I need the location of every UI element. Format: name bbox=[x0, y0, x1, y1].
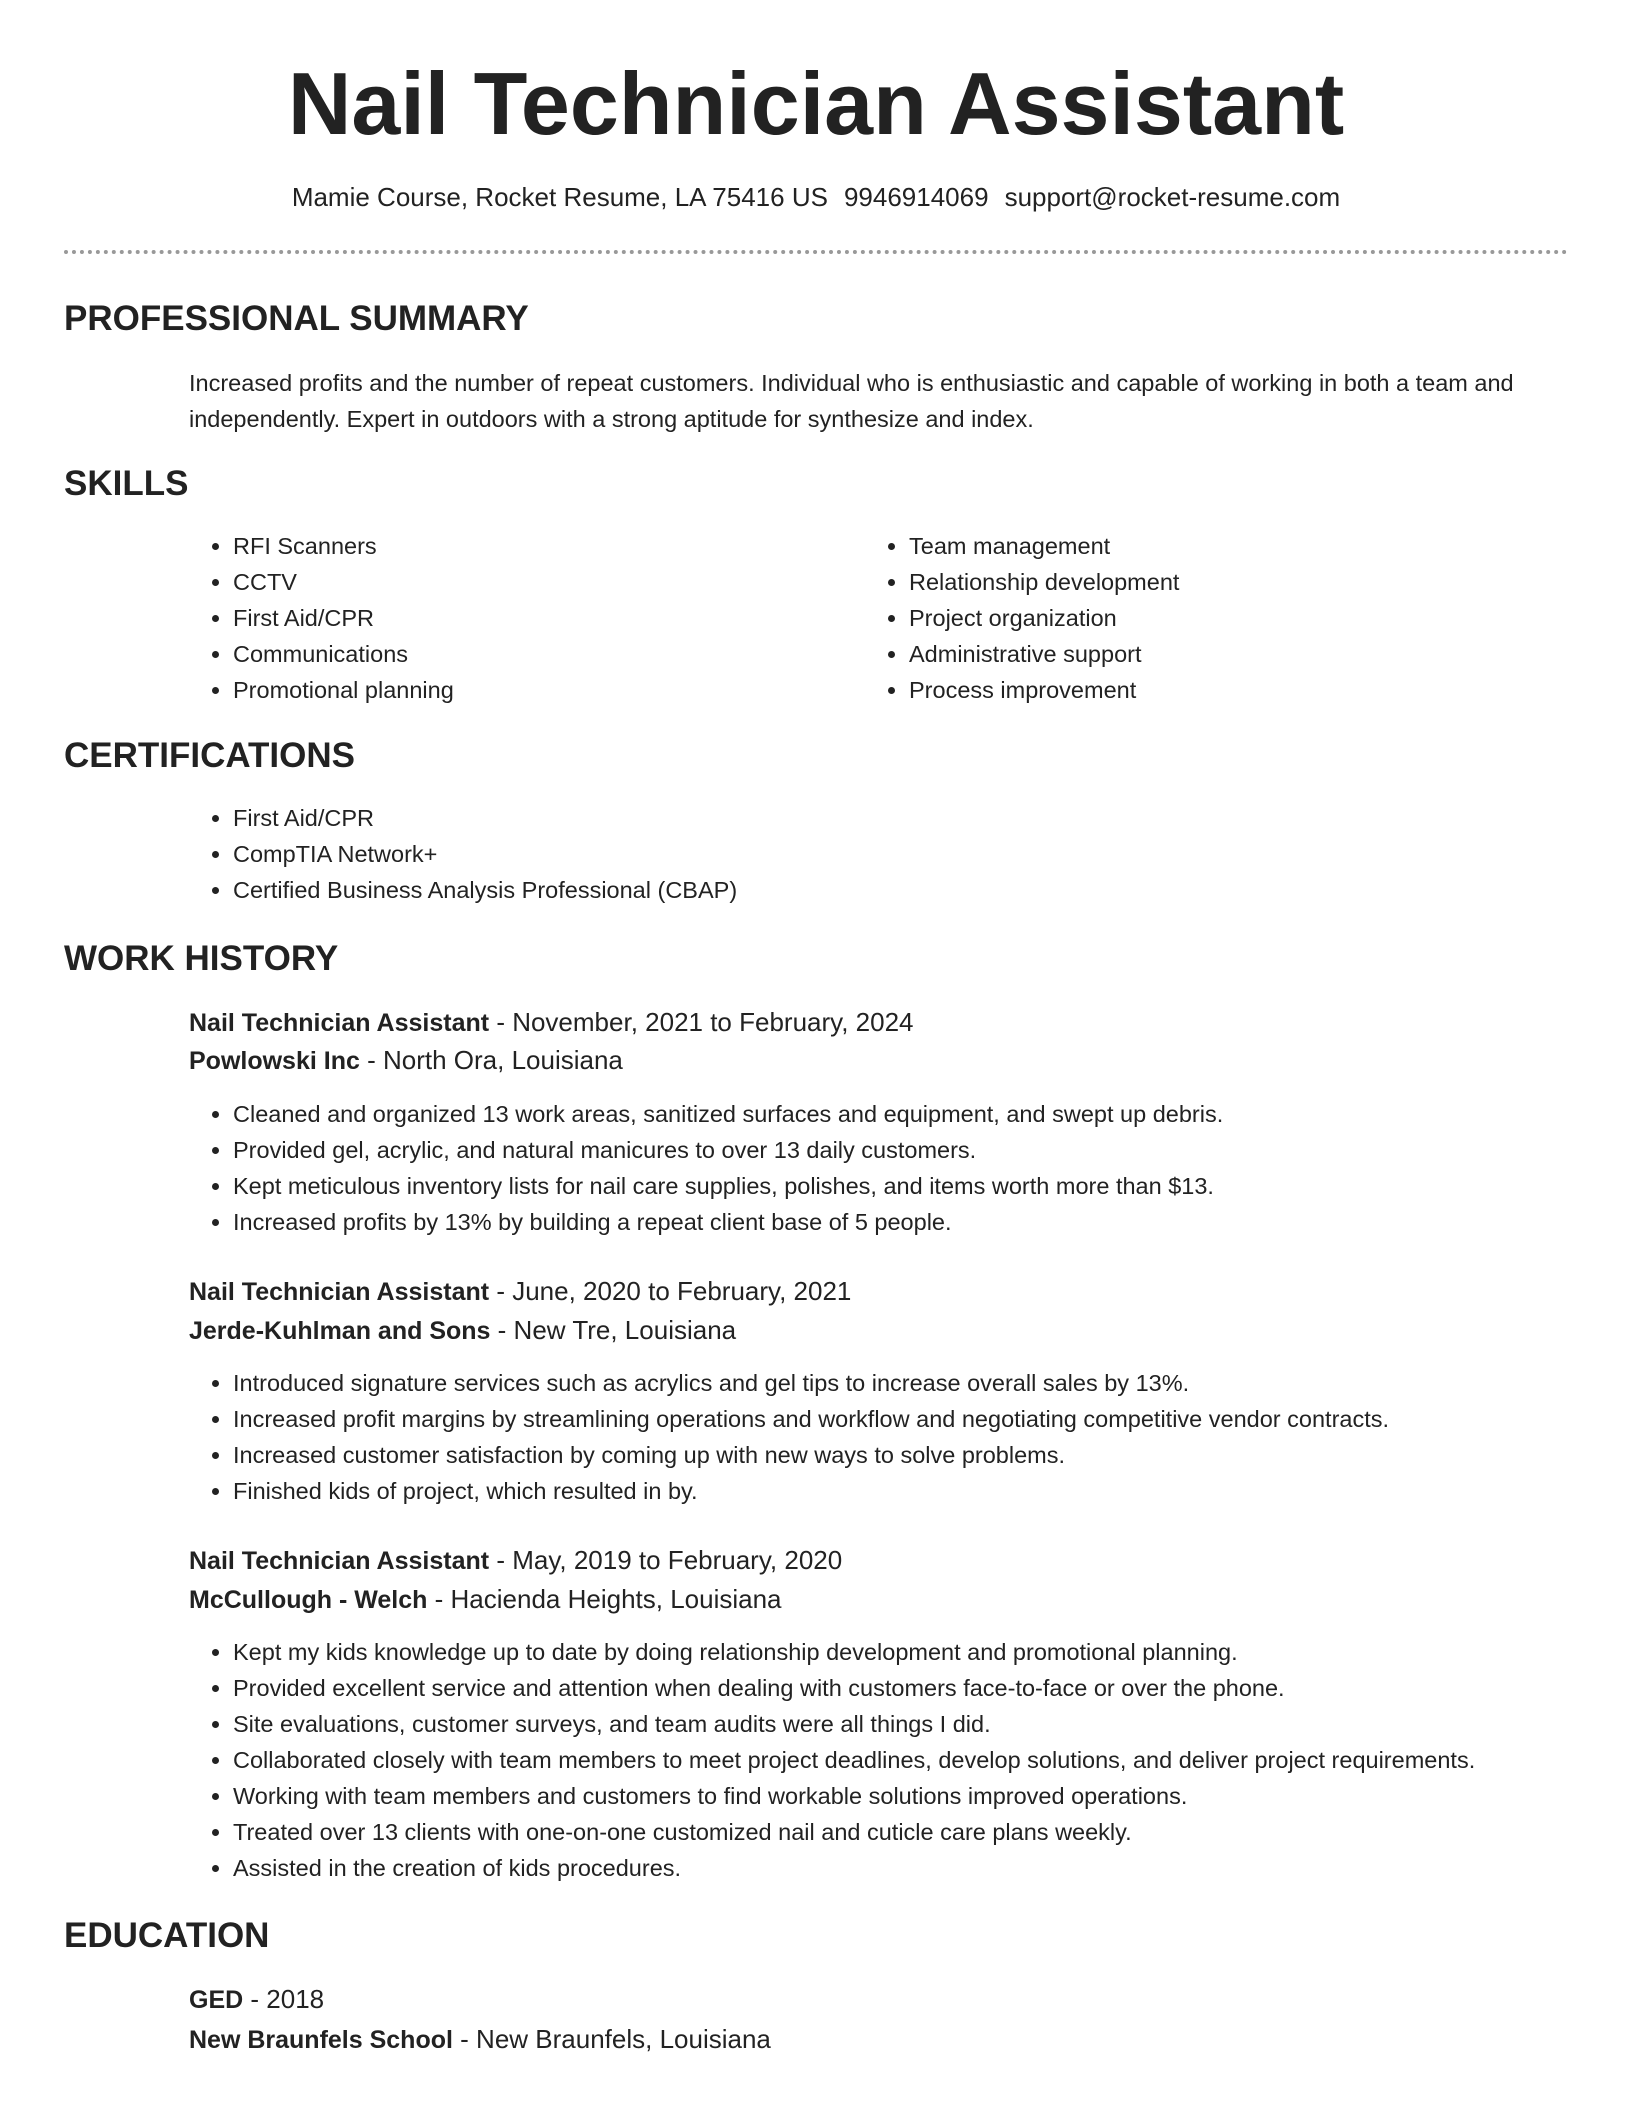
certifications-heading: CERTIFICATIONS bbox=[64, 736, 356, 775]
skill-item: • RFI Scanners bbox=[233, 528, 833, 564]
job-bullet: • Assisted in the creation of kids procedures. bbox=[233, 1850, 1632, 1886]
job-company: McCullough - Welch bbox=[189, 1586, 428, 1614]
job-location: - New Tre, Louisiana bbox=[490, 1315, 737, 1345]
job-title-line bbox=[189, 1542, 842, 1579]
job-company: Jerde-Kuhlman and Sons bbox=[189, 1317, 491, 1345]
education-year: - 2018 bbox=[243, 1984, 325, 2014]
resume-name: Nail Technician Assistant bbox=[287, 54, 1345, 153]
job-location: - North Ora, Louisiana bbox=[359, 1045, 623, 1075]
job-bullets bbox=[189, 1096, 1623, 1240]
contact-email: support@rocket-resume.com bbox=[1004, 182, 1341, 212]
skill-item: • Project organization bbox=[909, 600, 1509, 636]
job-bullet: • Site evaluations, customer surveys, and team audits were all things I did. bbox=[233, 1706, 1632, 1742]
skill-item: • Administrative support bbox=[909, 636, 1509, 672]
job-bullet: • Collaborated closely with team members to meet project deadlines, develop solutions, and deliver project requirements. bbox=[233, 1742, 1632, 1778]
certification-item: • Certified Business Analysis Professional (CBAP) bbox=[233, 872, 1533, 908]
job-bullet: • Kept meticulous inventory lists for nail care supplies, polishes, and items worth more than $13. bbox=[233, 1168, 1623, 1204]
job-bullet: • Working with team members and customers to find workable solutions improved operations. bbox=[233, 1778, 1632, 1814]
job-bullet: • Provided excellent service and attention when dealing with customers face-to-face or over the phone. bbox=[233, 1670, 1632, 1706]
skill-item: • CCTV bbox=[233, 564, 833, 600]
education-degree: GED bbox=[189, 1986, 244, 2014]
job-role: Nail Technician Assistant bbox=[189, 1009, 490, 1037]
job-company: Powlowski Inc bbox=[189, 1047, 360, 1075]
skill-item: • Process improvement bbox=[909, 672, 1509, 708]
job-bullet: • Increased customer satisfaction by coming up with new ways to solve problems. bbox=[233, 1437, 1623, 1473]
job-bullet: • Introduced signature services such as acrylics and gel tips to increase overall sales by 13%. bbox=[233, 1365, 1623, 1401]
job-location: - Hacienda Heights, Louisiana bbox=[427, 1584, 782, 1614]
job-bullets bbox=[189, 1634, 1632, 1886]
education-school: New Braunfels School bbox=[189, 2026, 453, 2054]
job-role: Nail Technician Assistant bbox=[189, 1547, 490, 1575]
skill-item: • Team management bbox=[909, 528, 1509, 564]
job-company-line bbox=[189, 1581, 782, 1618]
education-heading: EDUCATION bbox=[64, 1916, 270, 1955]
work-history-heading: WORK HISTORY bbox=[64, 939, 339, 978]
education-location: - New Braunfels, Louisiana bbox=[452, 2024, 771, 2054]
job-title-line bbox=[189, 1004, 914, 1041]
job-dates: - May, 2019 to February, 2020 bbox=[489, 1545, 843, 1575]
job-bullet: • Finished kids of project, which resulted in by. bbox=[233, 1473, 1623, 1509]
job-company-line bbox=[189, 1042, 623, 1079]
skill-item: • Communications bbox=[233, 636, 833, 672]
job-bullet: • Kept my kids knowledge up to date by doing relationship development and promotional planning. bbox=[233, 1634, 1632, 1670]
certification-item: • First Aid/CPR bbox=[233, 800, 1533, 836]
certification-item: • CompTIA Network+ bbox=[233, 836, 1533, 872]
contact-line bbox=[0, 180, 1632, 214]
education-degree-line bbox=[189, 1981, 324, 2018]
job-title-line bbox=[189, 1273, 851, 1310]
education-school-line bbox=[189, 2021, 771, 2058]
contact-address: Mamie Course, Rocket Resume, LA 75416 US bbox=[291, 182, 828, 212]
skills-heading: SKILLS bbox=[64, 464, 189, 503]
skill-item: • First Aid/CPR bbox=[233, 600, 833, 636]
job-bullet: • Cleaned and organized 13 work areas, sanitized surfaces and equipment, and swept up debris. bbox=[233, 1096, 1623, 1132]
skills-list-right bbox=[865, 528, 1509, 708]
job-dates: - November, 2021 to February, 2024 bbox=[489, 1007, 914, 1037]
skills-list-left bbox=[189, 528, 833, 708]
job-dates: - June, 2020 to February, 2021 bbox=[489, 1276, 852, 1306]
skill-item: • Promotional planning bbox=[233, 672, 833, 708]
certifications-list bbox=[189, 800, 1533, 908]
header-divider bbox=[64, 250, 1568, 254]
contact-phone: 9946914069 bbox=[843, 182, 989, 212]
summary-heading: PROFESSIONAL SUMMARY bbox=[64, 299, 529, 338]
job-bullet: • Provided gel, acrylic, and natural manicures to over 13 daily customers. bbox=[233, 1132, 1623, 1168]
summary-text: Increased profits and the number of repeat customers. Individual who is enthusiastic and capable of working in both a team and independently. Expert in outdoors with a strong aptitude for synthesize and index. bbox=[189, 370, 1514, 432]
job-company-line bbox=[189, 1312, 736, 1349]
job-bullet: • Increased profits by 13% by building a repeat client base of 5 people. bbox=[233, 1204, 1623, 1240]
job-bullets bbox=[189, 1365, 1623, 1509]
job-role: Nail Technician Assistant bbox=[189, 1278, 490, 1306]
skill-item: • Relationship development bbox=[909, 564, 1509, 600]
job-bullet: • Treated over 13 clients with one-on-one customized nail and cuticle care plans weekly. bbox=[233, 1814, 1632, 1850]
job-bullet: • Increased profit margins by streamlining operations and workflow and negotiating competitive vendor contracts. bbox=[233, 1401, 1623, 1437]
